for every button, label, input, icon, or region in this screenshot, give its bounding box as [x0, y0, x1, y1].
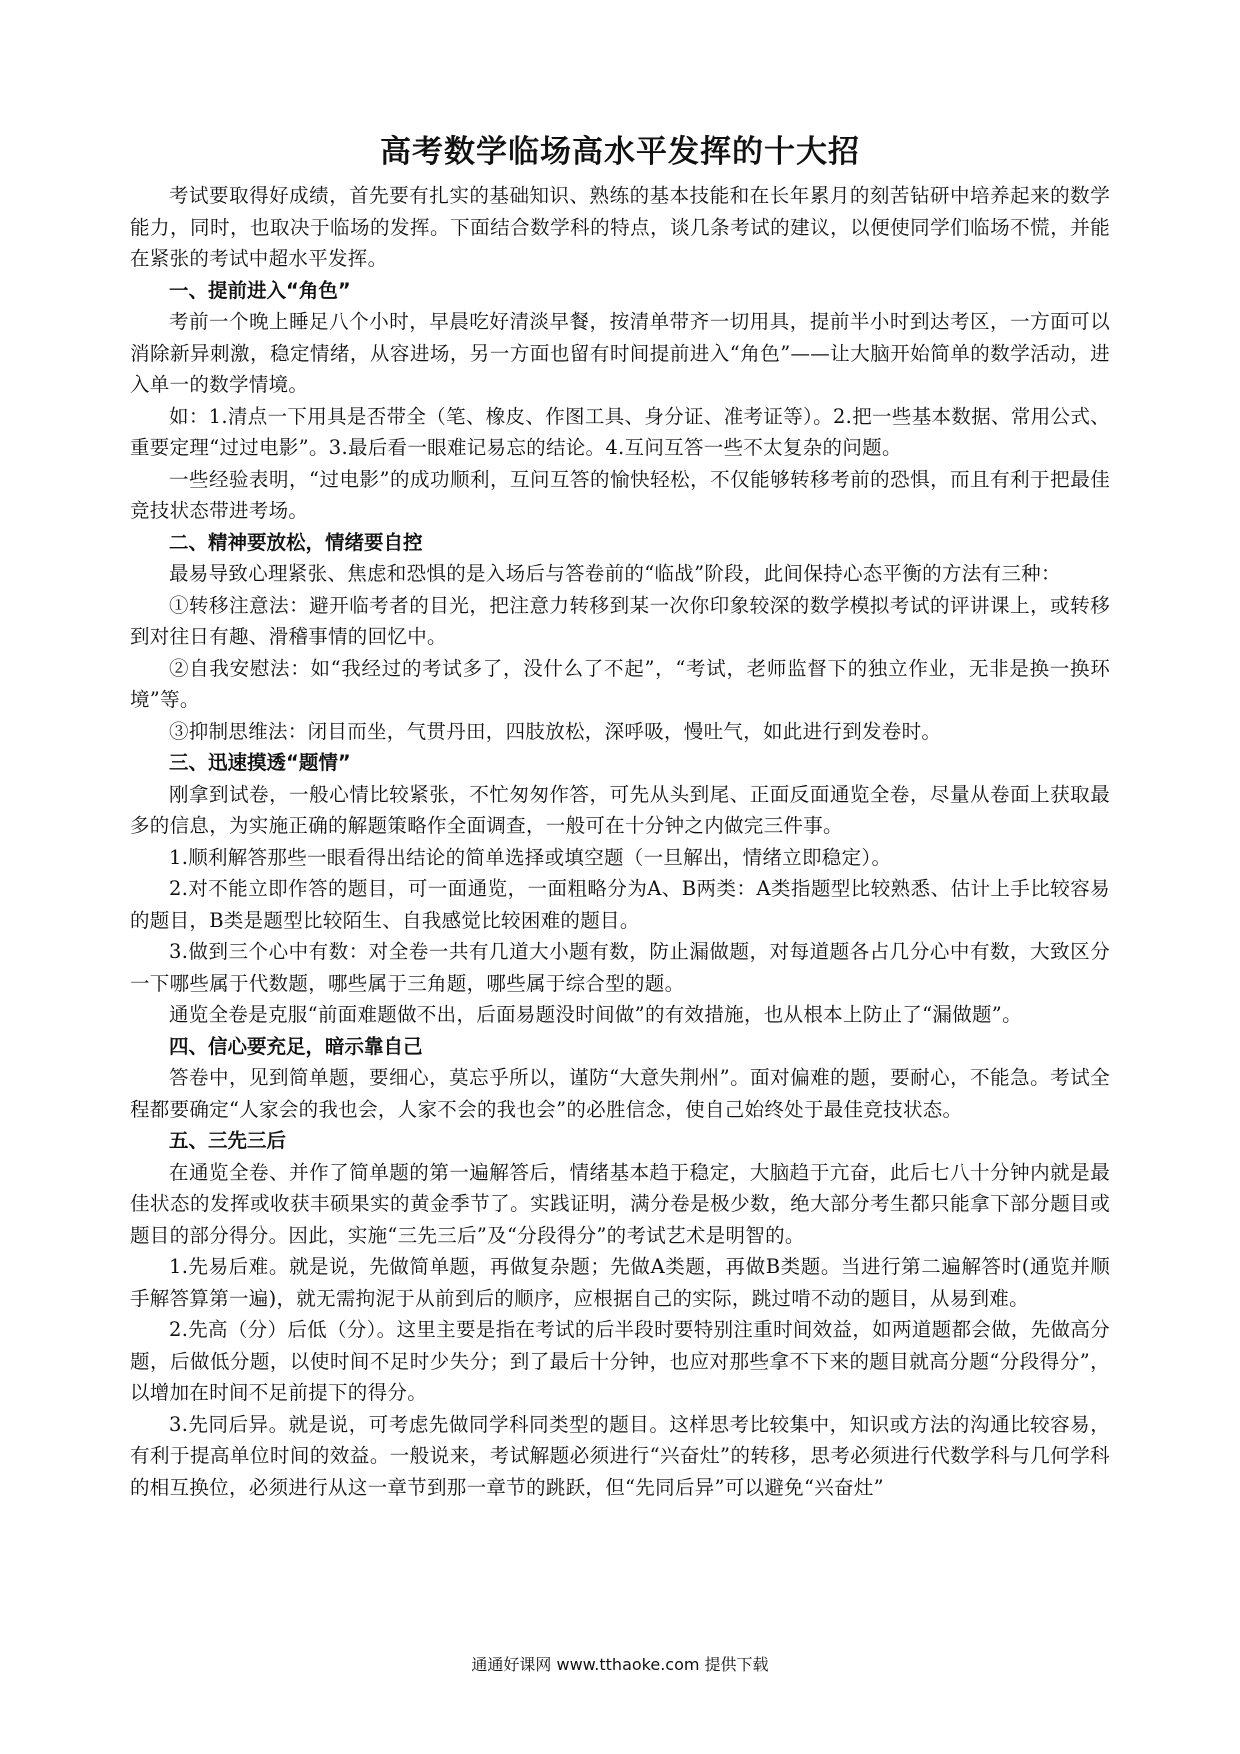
section-4-paragraph-1: 答卷中，见到简单题，要细心，莫忘乎所以，谨防“大意失荆州”。面对偏难的题，要耐心，不能急。考试全程都要确定“人家会的我也会，人家不会的我也会”的必胜信念，使自己始终处于最佳竞技状态。	[130, 1066, 1110, 1121]
section-5-paragraph-2: 1.先易后难。就是说，先做简单题，再做复杂题；先做A类题，再做B类题。当进行第二遍解答时(通览并顺手解答算第一遍)，就无需拘泥于从前到后的顺序，应根据自己的实际，跳过啃不动的题目，从易到难。	[130, 1255, 1110, 1310]
section-2-paragraph-3: ②自我安慰法：如“我经过的考试多了，没什么了不起”，“考试，老师监督下的独立作业，无非是换一换环境”等。	[130, 656, 1110, 711]
section-3-paragraph-5: 通览全卷是克服“前面难题做不出，后面易题没时间做”的有效措施，也从根本上防止了“漏做题”。	[169, 1003, 1022, 1026]
section-2-heading: 二、精神要放松，情绪要自控	[169, 530, 423, 554]
intro-paragraph: 考试要取得好成绩，首先要有扎实的基础知识、熟练的基本技能和在长年累月的刻苦钻研中培养起来的数学能力，同时，也取决于临场的发挥。下面结合数学科的特点，谈几条考试的建议，以便使同学们临场不慌，并能在紧张的考试中超水平发挥。	[130, 184, 1110, 270]
section-1-paragraph-1: 考前一个晚上睡足八个小时，早晨吃好清淡早餐，按清单带齐一切用具，提前半小时到达考区，一方面可以消除新异刺激，稳定情绪，从容进场，另一方面也留有时间提前进入“角色”——让大脑开始简单的数学活动，进入单一的数学情境。	[130, 310, 1110, 396]
document-page	[130, 118, 1110, 1503]
section-2-paragraph-2: ①转移注意法：避开临考者的目光，把注意力转移到某一次你印象较深的数学模拟考试的评讲课上，或转移到对往日有趣、滑稽事情的回忆中。	[130, 593, 1110, 648]
document-title: 高考数学临场高水平发挥的十大招	[380, 134, 860, 170]
section-5-paragraph-4: 3.先同后异。就是说，可考虑先做同学科同类型的题目。这样思考比较集中，知识或方法的沟通比较容易，有利于提高单位时间的效益。一般说来，考试解题必须进行“兴奋灶”的转移，思考必须进行代数学科与几何学科的相互换位，必须进行从这一章节到那一章节的跳跃，但“先同后异”可以避免“兴奋灶”	[130, 1412, 1110, 1499]
section-3-heading: 三、迅速摸透“题情”	[169, 751, 351, 774]
section-3-paragraph-3: 2.对不能立即作答的题目，可一面通览，一面粗略分为A、B两类：A类指题型比较熟悉、估计上手比较容易的题目，B类是题型比较陌生、自我感觉比较困难的题目。	[130, 877, 1110, 932]
section-3-paragraph-2: 1.顺利解答那些一眼看得出结论的简单选择或填空题（一旦解出，情绪立即稳定）。	[169, 845, 892, 869]
section-3-paragraph-4: 3.做到三个心中有数：对全卷一共有几道大小题有数，防止漏做题，对每道题各占几分心中有数，大致区分一下哪些属于代数题，哪些属于三角题，哪些属于综合型的题。	[130, 940, 1110, 995]
page-footer: 通通好课网 www.tthaoke.com 提供下载	[471, 1655, 769, 1674]
section-1-paragraph-3: 一些经验表明，“过电影”的成功顺利，互问互答的愉快轻松，不仅能够转移考前的恐惧，而且有利于把最佳竞技状态带进考场。	[130, 467, 1110, 522]
section-2-paragraph-4: ③抑制思维法：闭目而坐，气贯丹田，四肢放松，深呼吸，慢吐气，如此进行到发卷时。	[169, 719, 942, 743]
section-4-heading: 四、信心要充足，暗示靠自己	[169, 1034, 423, 1058]
section-1-heading: 一、提前进入“角色”	[169, 278, 351, 302]
section-2-paragraph-1: 最易导致心理紧张、焦虑和恐惧的是入场后与答卷前的“临战”阶段，此间保持心态平衡的方法有三种：	[169, 562, 1061, 585]
section-3-paragraph-1: 刚拿到试卷，一般心情比较紧张，不忙匆匆作答，可先从头到尾、正面反面通览全卷，尽量从卷面上获取最多的信息，为实施正确的解题策略作全面调查，一般可在十分钟之内做完三件事。	[130, 782, 1110, 837]
section-5-paragraph-3: 2.先高（分）后低（分）。这里主要是指在考试的后半段时要特别注重时间效益，如两道题都会做，先做高分题，后做低分题，以使时间不足时少失分；到了最后十分钟，也应对那些拿不下来的题目就高分题“分段得分”，以增加在时间不足前提下的得分。	[130, 1318, 1110, 1404]
section-1-paragraph-2: 如：1.清点一下用具是否带全（笔、橡皮、作图工具、身分证、准考证等）。2.把一些基本数据、常用公式、重要定理“过过电影”。3.最后看一眼难记易忘的结论。4.互问互答一些不太复杂的问题。	[130, 404, 1110, 459]
section-5-heading: 五、三先三后	[169, 1129, 287, 1152]
section-5-paragraph-1: 在通览全卷、并作了简单题的第一遍解答后，情绪基本趋于稳定，大脑趋于亢奋，此后七八十分钟内就是最佳状态的发挥或收获丰硕果实的黄金季节了。实践证明，满分卷是极少数，绝大部分考生都只能拿下部分题目或题目的部分得分。因此，实施“三先三后”及“分段得分”的考试艺术是明智的。	[130, 1160, 1110, 1247]
